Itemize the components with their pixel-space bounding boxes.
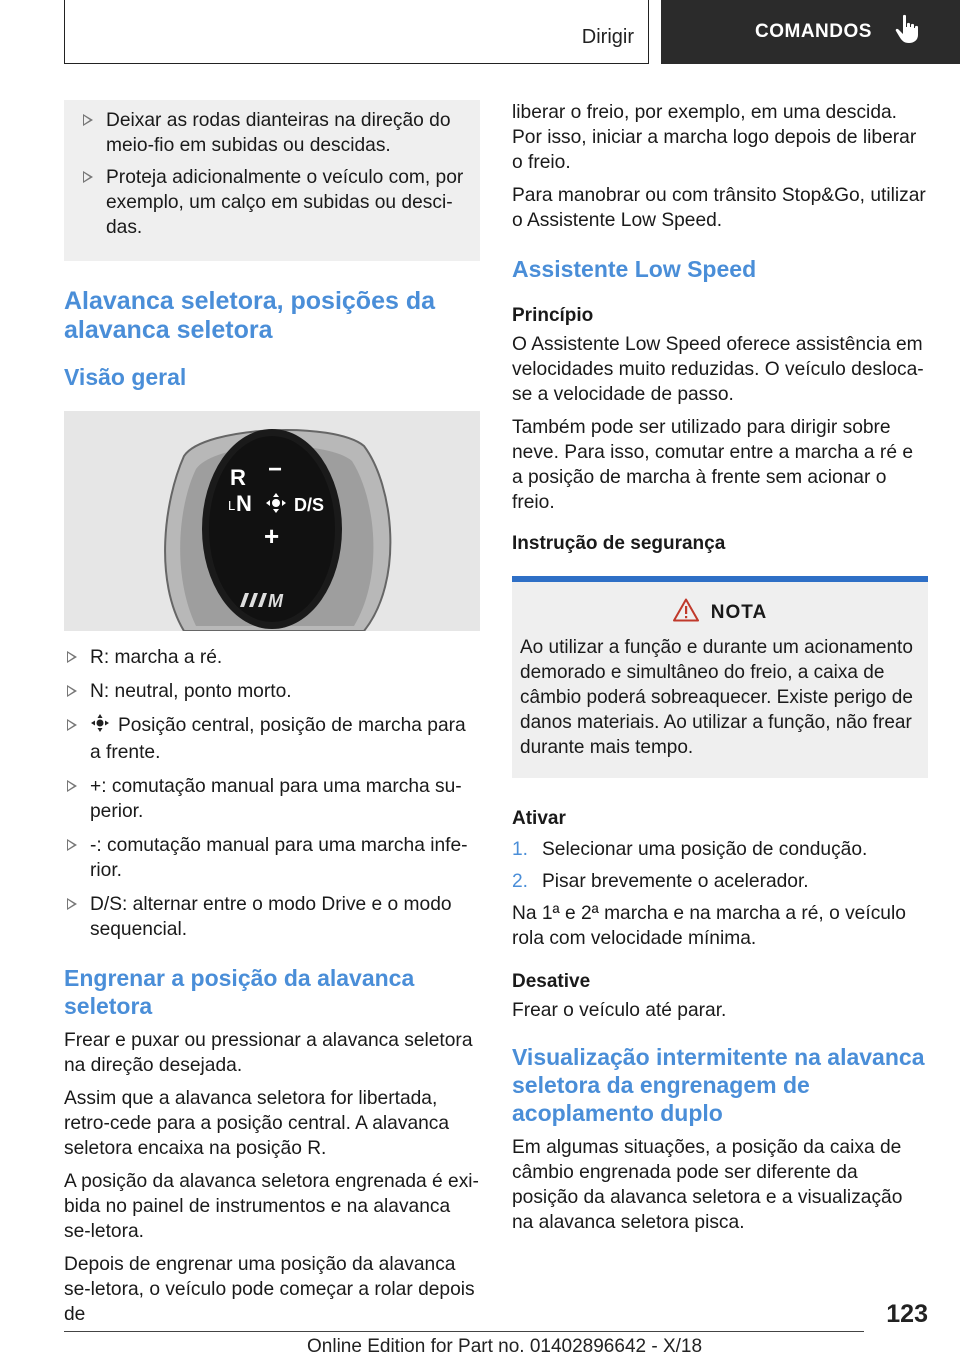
intro-list [80, 108, 464, 240]
list-item: -: comutação manual para uma marcha infe-rior. [64, 833, 480, 883]
warning-title [520, 598, 920, 627]
chapter-title: COMANDOS [755, 21, 872, 42]
paragraph: Na 1ª e 2ª marcha e na marcha a ré, o veículo rola com velocidade mínima. [512, 903, 906, 949]
knob-label-r: R [230, 465, 246, 490]
page-number: 123 [886, 1300, 928, 1328]
list-item: +: comutação manual para uma marcha su-perior. [64, 774, 480, 824]
list-item: Deixar as rodas dianteiras na direção do meio-fio em subidas ou descidas. [80, 108, 464, 158]
triangle-bullet-icon [67, 839, 77, 851]
subheading-low-speed: Assistente Low Speed [512, 256, 757, 282]
knob-label-n: N [236, 491, 252, 516]
pointing-hand-icon [894, 14, 920, 50]
list-item: 2. Pisar brevemente o acelerador. [512, 871, 809, 892]
intro-note-box [64, 100, 480, 261]
triangle-bullet-icon [67, 719, 77, 731]
warning-box [512, 576, 928, 778]
left-column [64, 100, 480, 1335]
gear-knob-figure [64, 411, 480, 631]
paragraph: Depois de engrenar uma posição da alavanca se-letora, o veículo pode começar a rolar depois de [64, 1254, 475, 1325]
subheading-engage: Engrenar a posição da alavanca seletora [64, 965, 415, 1019]
chapter-tab [661, 0, 960, 64]
list-item: N: neutral, ponto morto. [64, 679, 480, 704]
section-heading-selector-lever: Alavanca seletora, posições da alavanca seletora [64, 287, 436, 344]
label-safety: Instrução de segurança [512, 533, 726, 554]
paragraph: liberar o freio, por exemplo, em uma descida. Por isso, iniciar a marcha logo depois de liberar o freio. [512, 102, 917, 173]
paragraph: Para manobrar ou com trânsito Stop&Go, utilizar o Assistente Low Speed. [512, 185, 926, 231]
paragraph: Frear o veículo até parar. [512, 1000, 727, 1021]
label-deactivate: Desative [512, 971, 591, 992]
label-activate: Ativar [512, 808, 566, 829]
triangle-bullet-icon [83, 171, 93, 183]
list-item: Proteja adicionalmente o veículo com, por exemplo, um calço em subidas ou desci-das. [80, 165, 464, 240]
header-section-title: Dirigir [581, 26, 634, 48]
paragraph: Assim que a alavanca seletora for libertada, retro-cede para a posição central. A alavanca seletora encaixa na posição R. [64, 1088, 450, 1159]
triangle-bullet-icon [67, 898, 77, 910]
paragraph: O Assistente Low Speed oferece assistência em velocidades muito reduzidas. O veículo desloca-se a velocidade de passo. [512, 334, 924, 405]
paragraph: Frear e puxar ou pressionar a alavanca seletora na direção desejada. [64, 1030, 473, 1076]
gear-position-list [64, 645, 480, 942]
list-item: 1. Selecionar uma posição de condução. [512, 839, 868, 860]
triangle-bullet-icon [67, 780, 77, 792]
triangle-bullet-icon [67, 685, 77, 697]
triangle-bullet-icon [83, 114, 93, 126]
subheading-flashing-display: Visualização intermitente na alavanca seletora da engrenagem de acoplamento duplo [512, 1044, 925, 1126]
list-item: Posição central, posição de marcha para a frente. [64, 713, 480, 765]
warning-text: Ao utilizar a função e durante um acionamento demorado e simultâneo do freio, a caixa de câmbio poderá sobreaquecer. Existe perigo de danos materiais. Ao utilizar a função, não frear durante mais tempo. [520, 637, 913, 758]
knob-label-l: L [228, 498, 236, 513]
right-column [512, 100, 928, 1243]
subheading-overview: Visão geral [64, 364, 187, 390]
svg-text:M: M [268, 591, 283, 611]
list-item: R: marcha a ré. [64, 645, 480, 670]
activate-steps [512, 837, 928, 894]
header-frame [64, 0, 649, 64]
footer-divider [64, 1331, 864, 1332]
knob-label-minus: − [268, 456, 283, 483]
knob-label-plus: + [264, 521, 280, 551]
list-item: D/S: alternar entre o modo Drive e o modo sequencial. [64, 892, 480, 942]
gear-selector-illustration [64, 411, 480, 631]
paragraph: Também pode ser utilizado para dirigir sobre neve. Para isso, comutar entre a marcha a ré e a posição de marcha à frente sem acionar o freio. [512, 417, 913, 513]
paragraph: A posição da alavanca seletora engrenada é exi-bida no painel de instrumentos e na alavanca se-letora. [64, 1171, 479, 1242]
label-principle: Princípio [512, 305, 594, 326]
paragraph: Em algumas situações, a posição da caixa de câmbio engrenada pode ser diferente da posição da alavanca seletora e a visualização na alavanca seletora pisca. [512, 1137, 903, 1233]
footer-edition: Online Edition for Part no. 01402896642 - X/18 [307, 1336, 703, 1357]
warning-triangle-icon [673, 598, 699, 627]
warning-label: NOTA [710, 601, 768, 623]
knob-label-ds: D/S [294, 495, 325, 515]
center-position-icon [90, 713, 110, 740]
triangle-bullet-icon [67, 651, 77, 663]
